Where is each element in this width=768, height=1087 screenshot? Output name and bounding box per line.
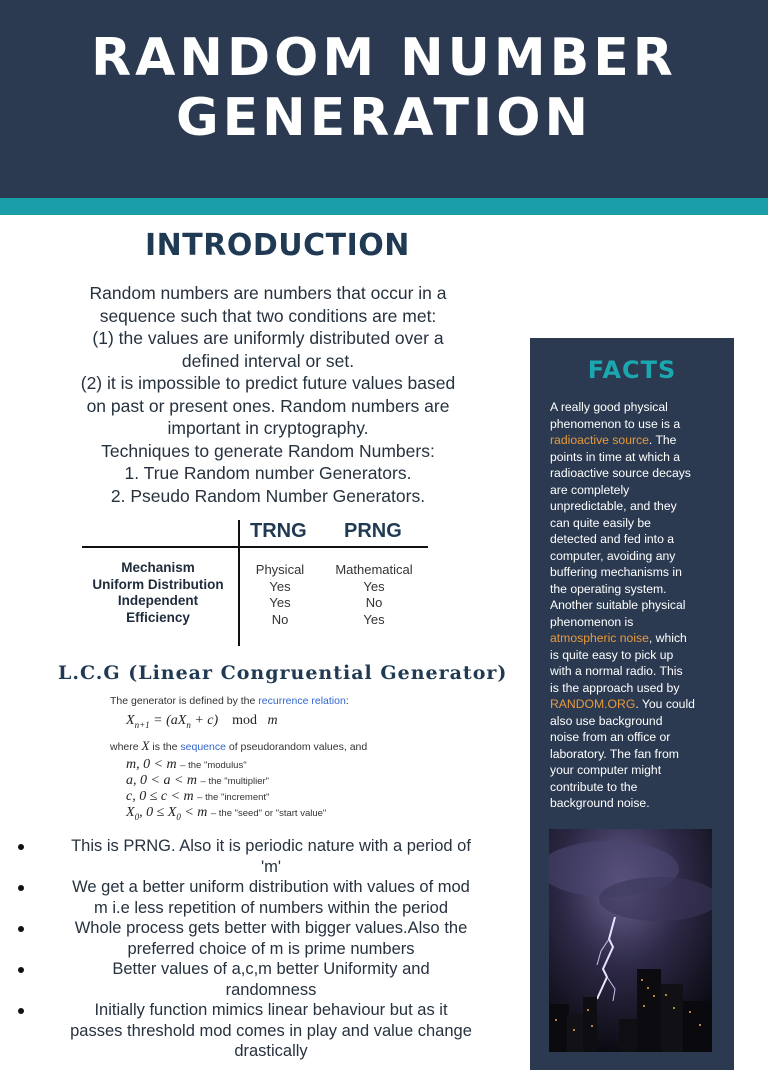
bullet-line: We get a better uniform distribution with values of mod [72,878,470,896]
intro-line: important in cryptography. [167,418,369,438]
lightning-city-illustration [549,829,712,1052]
facts-line: your computer might [550,763,662,777]
seed-desc: – the "seed" or "start value" [210,808,327,819]
facts-line: detected and fed into a [550,532,675,546]
facts-text: , which [648,631,687,645]
header-accent-stripe [0,198,768,215]
table-header-prng: PRNG [344,520,402,542]
intro-paragraph [40,282,496,507]
table-row-labels [80,560,236,626]
modulus-condition: m, 0 < m – the "modulus" [126,757,247,772]
intro-line: (2) it is impossible to predict future values based [80,373,456,393]
table-cell: Yes [269,595,291,610]
intro-line: Techniques to generate Random Numbers: [101,440,435,461]
bullet-icon [18,967,24,973]
facts-line: computer, avoiding any [550,548,676,563]
intro-line: 2. Pseudo Random Number Generators. [110,485,426,506]
facts-line: background noise. [550,796,650,810]
bullet-line: 'm' [260,857,282,876]
facts-line: can quite easily be [550,515,651,530]
facts-line: buffering mechanisms in [550,565,682,579]
modulus-desc[interactable]: – the "modulus" [180,760,247,771]
list-item [18,918,506,959]
sequence-link[interactable]: sequence [180,741,226,753]
table-column-trng [246,562,314,628]
list-item [18,1000,506,1062]
intro-line: on past or present ones. Random numbers are [86,395,450,416]
facts-line: phenomenon to use is a [550,416,681,431]
facts-line: the operating system. [550,581,667,596]
facts-line: Another suitable physical [550,598,686,612]
facts-paragraph [550,399,720,812]
recurrence-relation-link[interactable]: recurrence relation [258,695,346,707]
facts-line: points in time at which a [550,449,681,464]
row-label: Mechanism [121,560,195,575]
multiplier-condition: a, 0 < a < m – the "multiplier" [126,773,270,788]
list-item [18,959,506,1000]
bullet-line: preferred choice of m is prime numbers [127,939,415,958]
facts-line: unpredictable, and they [550,499,677,513]
facts-line: contribute to the [550,779,638,794]
table-cell: Yes [363,611,385,627]
facts-line: with a normal radio. This [550,664,683,678]
formula-intro-line [110,695,349,707]
table-header-trng: TRNG [250,520,307,542]
facts-line: A really good physical [550,400,668,414]
table-cell: Physical [255,562,305,577]
bullet-icon [18,1008,24,1014]
facts-line: laboratory. The fan from [550,746,679,761]
atmospheric-noise-link[interactable]: atmospheric noise [550,631,649,645]
table-divider-vertical [238,520,240,646]
facts-line: radioactive source decays [550,466,691,480]
lcg-formula-figure [108,693,408,823]
row-label: Uniform Distribution [92,576,224,592]
bullet-line: Initially function mimics linear behaviour but as it [94,1001,448,1019]
intro-heading: INTRODUCTION [145,228,410,263]
facts-line: noise from an office or [550,730,671,744]
intro-line: defined interval or set. [181,350,355,371]
intro-line: 1. True Random number Generators. [124,463,412,483]
lcg-heading: L.C.G (Linear Congruential Generator) [58,662,508,684]
bullet-line: passes threshold mod comes in play and value change [70,1021,472,1040]
increment-condition: c, 0 ≤ c < m – the "increment" [126,789,270,804]
title-line-1: RANDOM NUMBER [91,28,677,88]
lightning-storm-image [549,829,712,1052]
intro-line: Random numbers are numbers that occur in a [89,283,447,303]
row-label: Independent [117,593,199,608]
lcg-bullet-list [18,836,506,1062]
table-divider-horizontal [82,546,428,548]
bullet-line: drastically [234,1042,308,1060]
facts-line: phenomenon is [550,614,634,629]
radioactive-source-link[interactable]: radioactive source [550,433,649,447]
multiplier-desc: – the "multiplier" [200,776,270,787]
table-cell: Mathematical [335,562,413,577]
formula-text: The generator is defined by the [110,695,259,707]
row-label: Efficiency [126,609,190,625]
facts-line [550,432,720,449]
facts-line: is quite easy to pick up [550,647,674,662]
bullet-icon [18,885,24,891]
table-cell: Yes [363,578,385,594]
bullet-line: This is PRNG. Also it is periodic nature with a period of [71,837,471,855]
bullet-line: m i.e less repetition of numbers within the period [93,898,448,917]
table-cell: Yes [269,578,291,594]
seed-condition: $X_0$, $0 \le X_0 < m$ – the "seed" or "start value" [126,805,327,822]
title-line-2: GENERATION [175,88,593,148]
page-title [0,28,768,148]
recurrence-equation: $X_{n+1} = (aX_n + c)$ mod m [126,713,278,730]
table-cell: No [271,611,289,627]
facts-line: are completely [550,482,630,497]
list-item [18,877,506,918]
formula-where-line: where X is the sequence of pseudorandom values, and [110,738,368,753]
bullet-icon [18,844,24,850]
random-org-link[interactable]: RANDOM.ORG [550,697,636,711]
bullet-icon [18,926,24,932]
formula-text: of pseudorandom values, and [225,741,368,753]
formula-text: is the [149,741,181,753]
facts-text: . The [648,433,677,447]
facts-line [550,630,720,647]
facts-line [550,696,720,713]
bullet-line: Better values of a,c,m better Uniformity and [112,960,430,978]
facts-title: FACTS [587,356,677,384]
increment-desc: – the "increment" [197,792,270,803]
comparison-table [80,518,430,648]
intro-line: sequence such that two conditions are met: [99,305,437,326]
table-cell: No [365,595,383,610]
intro-line: (1) the values are uniformly distributed over a [92,328,444,348]
facts-line: is the approach used by [550,680,680,695]
facts-text: . You could [635,697,695,711]
list-item [18,836,506,877]
table-column-prng [324,562,424,628]
facts-line: also use background [550,713,663,728]
bullet-line: Whole process gets better with bigger values.Also the [74,919,468,937]
bullet-line: randomness [225,980,317,999]
formula-text: : [345,695,349,707]
facts-sidebar [530,338,734,1070]
formula-text: where [110,741,142,753]
